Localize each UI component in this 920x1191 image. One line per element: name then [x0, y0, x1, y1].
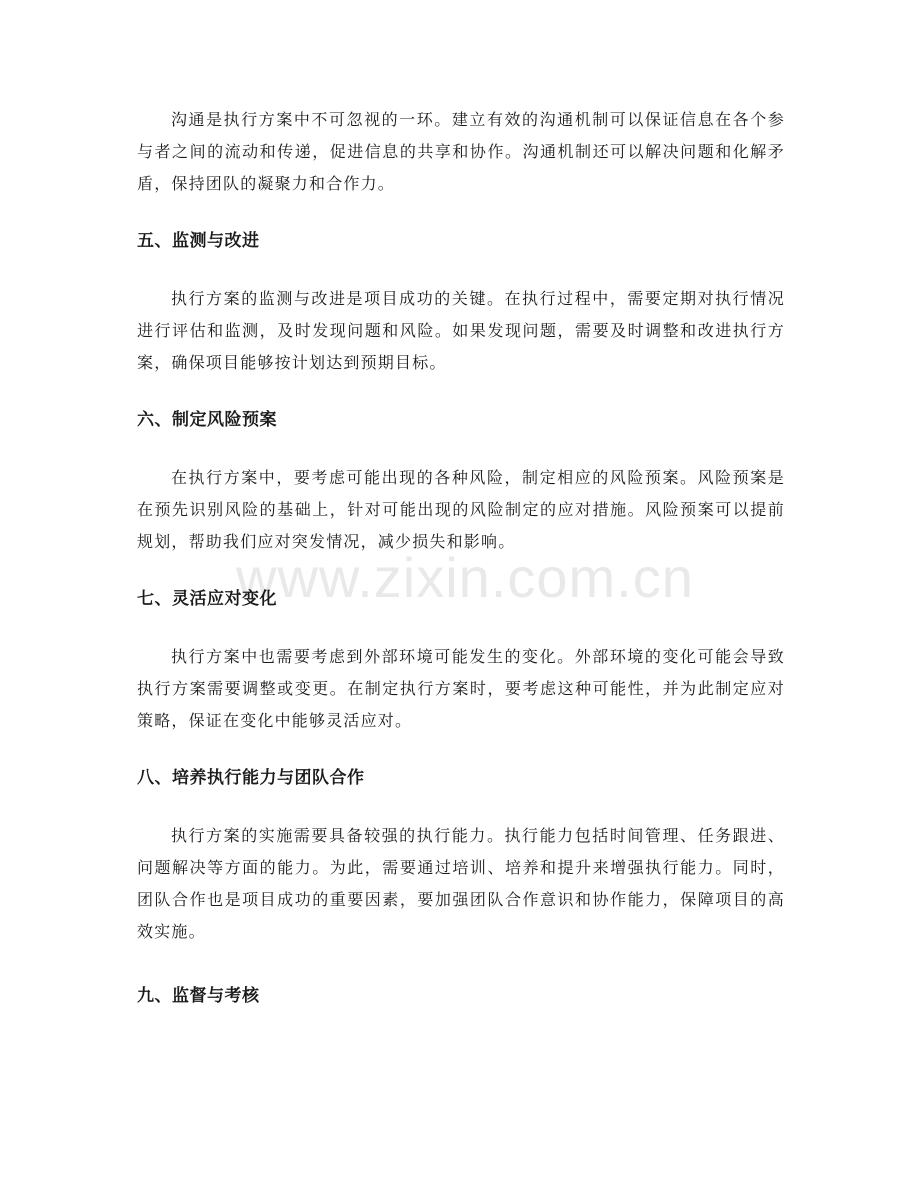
section-paragraph-execution-teamwork: 执行方案的实施需要具备较强的执行能力。执行能力包括时间管理、任务跟进、问题解决等方面的能力。为此，需要通过培训、培养和提升来增强执行能力。同时，团队合作也是项目成功的重要因素，要加强团队合作意识和协作能力，保障项目的高效实施。 — [137, 826, 785, 941]
section-paragraph-monitoring: 执行方案的监测与改进是项目成功的关键。在执行过程中，需要定期对执行情况进行评估和监测，及时发现问题和风险。如果发现问题，需要及时调整和改进执行方案，确保项目能够按计划达到预期目标。 — [137, 289, 785, 372]
intro-paragraph: 沟通是执行方案中不可忽视的一环。建立有效的沟通机制可以保证信息在各个参与者之间的流动和传递，促进信息的共享和协作。沟通机制还可以解决问题和化解矛盾，保持团队的凝聚力和合作力。 — [137, 110, 785, 193]
section-heading-execution-teamwork: 八、培养执行能力与团队合作 — [137, 768, 365, 788]
section-paragraph-risk-plan: 在执行方案中，要考虑可能出现的各种风险，制定相应的风险预案。风险预案是在预先识别风险的基础上，针对可能出现的风险制定的应对措施。风险预案可以提前规划，帮助我们应对突发情况，减少损失和影响。 — [137, 468, 785, 551]
section-heading-monitoring: 五、监测与改进 — [137, 231, 260, 251]
watermark: www.zixin.com.cn — [236, 546, 694, 609]
section-heading-risk-plan: 六、制定风险预案 — [137, 410, 277, 430]
document-body — [137, 104, 785, 1038]
section-heading-adapt-change: 七、灵活应对变化 — [137, 589, 277, 609]
section-heading-supervision: 九、监督与考核 — [137, 986, 260, 1006]
section-paragraph-adapt-change: 执行方案中也需要考虑到外部环境可能发生的变化。外部环境的变化可能会导致执行方案需要调整或变更。在制定执行方案时，要考虑这种可能性，并为此制定应对策略，保证在变化中能够灵活应对。 — [137, 647, 785, 730]
